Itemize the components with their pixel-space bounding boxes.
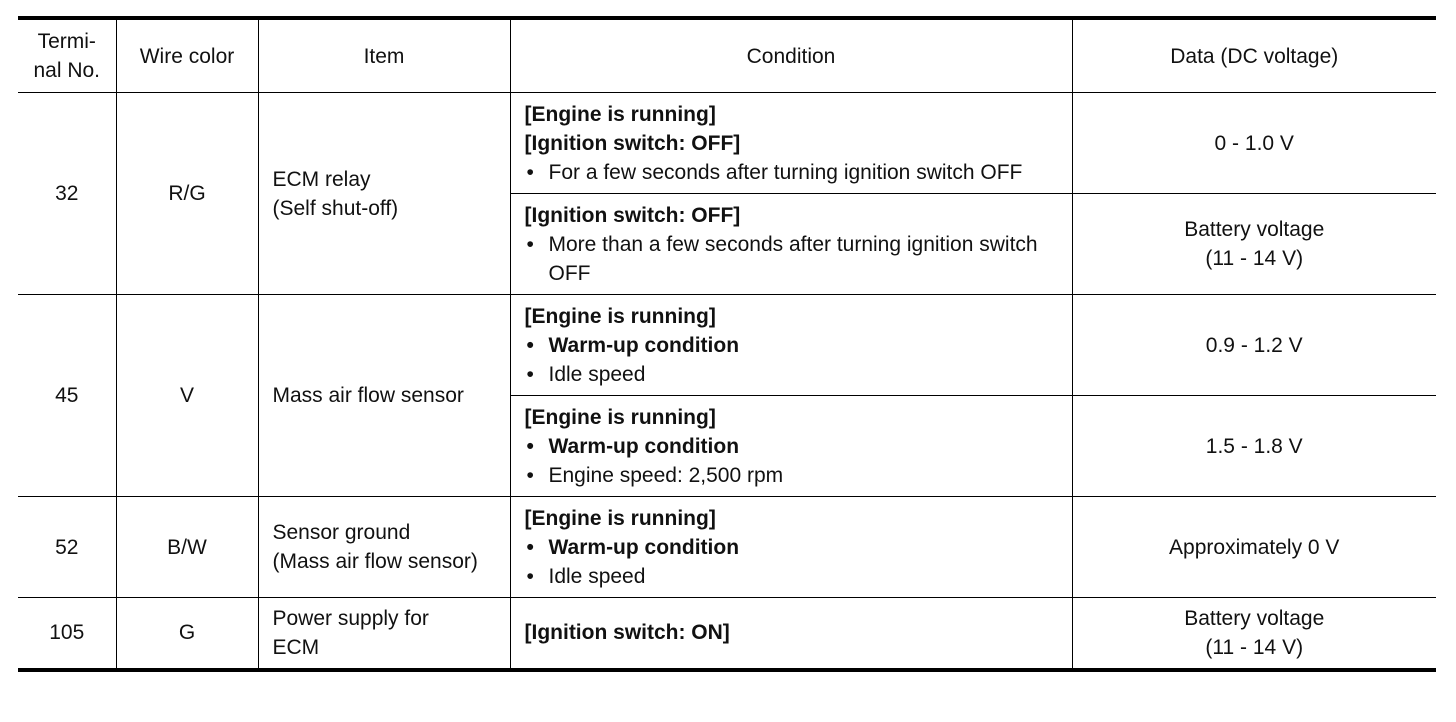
table-row — [18, 497, 1436, 598]
condition-bullet: • Idle speed — [525, 360, 1058, 389]
terminal-number: 32 — [18, 93, 116, 295]
wire-color: B/W — [116, 497, 258, 598]
data-cell — [1072, 194, 1436, 295]
condition-bullet: • Engine speed: 2,500 rpm — [525, 461, 1058, 490]
condition-heading: [Engine is running] — [524, 102, 716, 126]
item-line2: (Self shut-off) — [272, 196, 399, 220]
wire-color: R/G — [116, 93, 258, 295]
condition-bullets — [525, 331, 1058, 389]
condition-cell — [510, 497, 1072, 598]
table-row — [18, 598, 1436, 670]
condition-bullet: • Warm-up condition — [525, 331, 1058, 360]
condition-heading: [Engine is running] — [524, 304, 716, 328]
header-data: Data (DC voltage) — [1072, 18, 1436, 93]
item-cell — [258, 93, 510, 295]
table-row — [18, 295, 1436, 396]
ecm-terminal-table — [18, 16, 1436, 672]
condition-heading: [Engine is running] — [524, 405, 716, 429]
header-terminal-no — [18, 18, 116, 93]
condition-bullets — [525, 230, 1058, 288]
condition-bullet: • Warm-up condition — [525, 533, 1058, 562]
condition-bullets — [525, 533, 1058, 591]
condition-cell — [510, 396, 1072, 497]
condition-cell — [510, 194, 1072, 295]
data-cell: 0.9 - 1.2 V — [1072, 295, 1436, 396]
data-cell — [1072, 598, 1436, 670]
condition-bullets — [525, 158, 1058, 187]
terminal-number: 52 — [18, 497, 116, 598]
condition-cell — [510, 295, 1072, 396]
condition-cell — [510, 93, 1072, 194]
data-line1: Battery voltage — [1184, 606, 1325, 630]
item-line1: Sensor ground — [272, 521, 411, 544]
item-line2: (Mass air flow sensor) — [272, 550, 478, 573]
wire-color: G — [116, 598, 258, 670]
condition-heading: [Ignition switch: OFF] — [524, 203, 741, 227]
item-cell: Mass air flow sensor — [258, 295, 510, 497]
condition-bullets — [525, 432, 1058, 490]
header-terminal-line2: nal No. — [33, 59, 101, 82]
data-line2: (11 - 14 V) — [1205, 635, 1304, 659]
data-cell: 0 - 1.0 V — [1072, 93, 1436, 194]
data-line2: (11 - 14 V) — [1205, 247, 1304, 270]
item-cell — [258, 598, 510, 670]
condition-bullet: • More than a few seconds after turning ignition switch OFF — [525, 230, 1058, 288]
condition-bullet: • Idle speed — [525, 562, 1058, 591]
data-cell: Approximately 0 V — [1072, 497, 1436, 598]
item-cell — [258, 497, 510, 598]
condition-cell — [510, 598, 1072, 670]
condition-heading: [Engine is running] — [524, 506, 716, 530]
header-row — [18, 18, 1436, 93]
item-line1: ECM relay — [272, 167, 371, 191]
data-cell: 1.5 - 1.8 V — [1072, 396, 1436, 497]
header-terminal-line1: Termi- — [37, 30, 96, 53]
header-condition: Condition — [510, 18, 1072, 93]
wire-color: V — [116, 295, 258, 497]
header-item: Item — [258, 18, 510, 93]
condition-heading: [Ignition switch: OFF] — [524, 131, 741, 155]
header-wire-color: Wire color — [116, 18, 258, 93]
condition-heading: [Ignition switch: ON] — [524, 621, 730, 645]
condition-bullet: • Warm-up condition — [525, 432, 1058, 461]
table-row — [18, 93, 1436, 194]
condition-bullet: • For a few seconds after turning ignition switch OFF — [525, 158, 1058, 187]
item-line1: Power supply for — [272, 606, 429, 630]
item-line2: ECM — [272, 635, 320, 659]
data-line1: Battery voltage — [1184, 218, 1325, 241]
terminal-number: 45 — [18, 295, 116, 497]
terminal-number: 105 — [18, 598, 116, 670]
ecm-terminal-table-container — [18, 16, 1436, 672]
